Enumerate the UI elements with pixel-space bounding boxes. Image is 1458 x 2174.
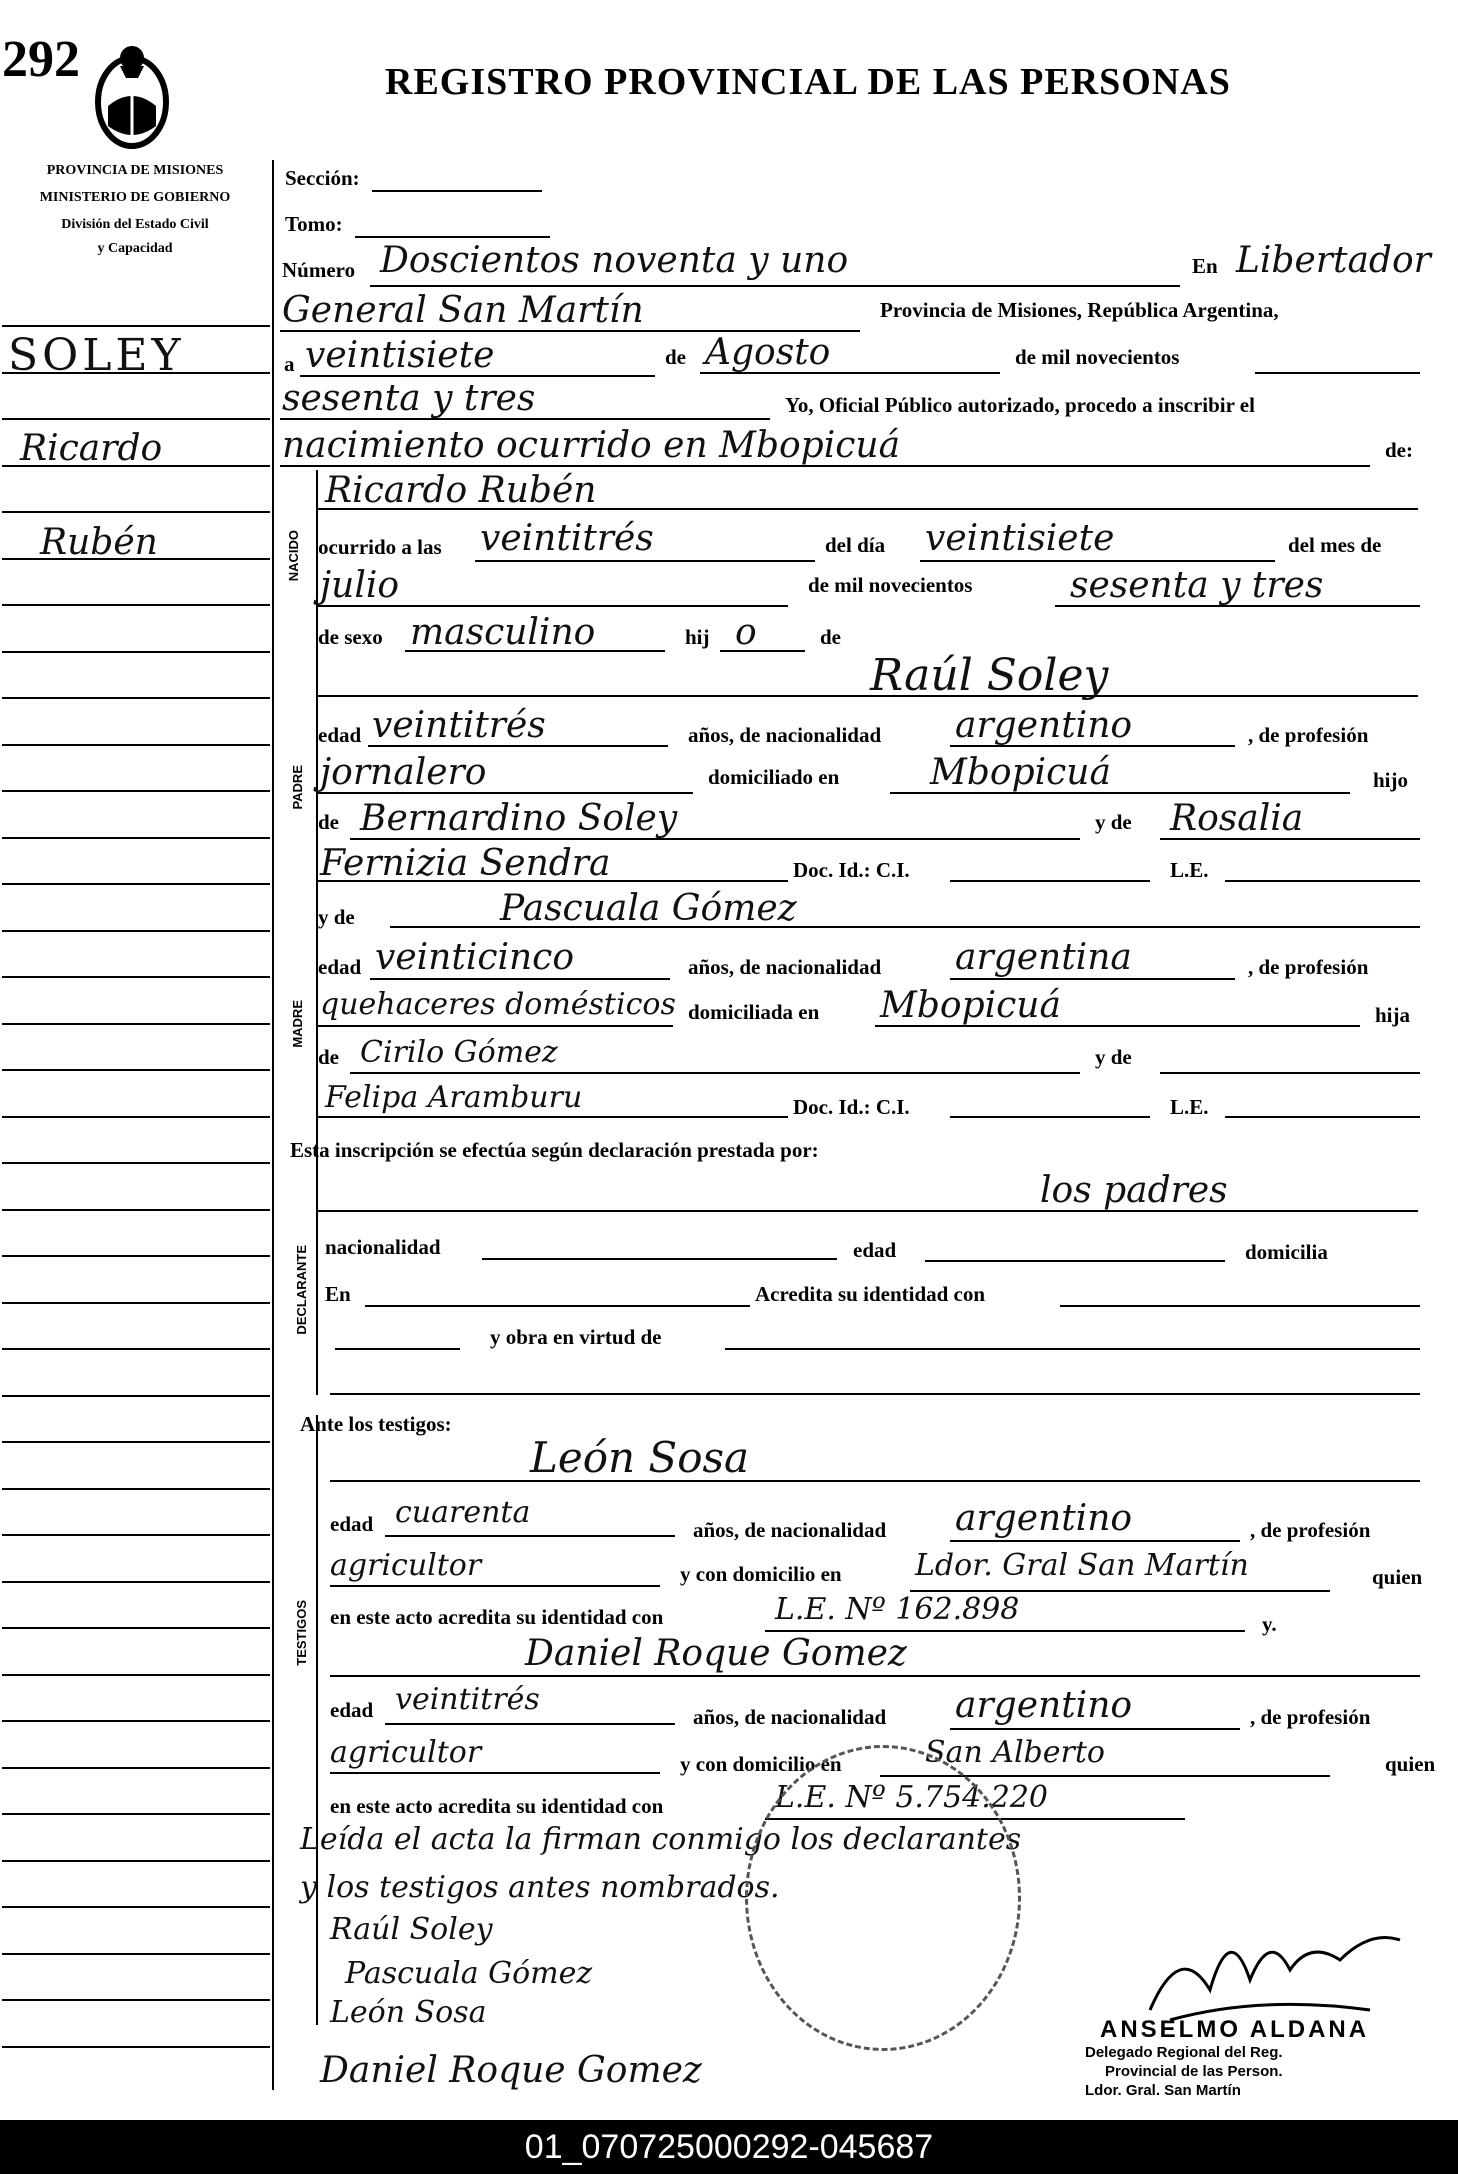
t2-edad-label: edad <box>330 1698 374 1722</box>
nombre-line <box>318 508 1418 510</box>
margin-rule <box>2 465 270 467</box>
declarante-value: los padres <box>1040 1170 1228 1211</box>
t2-edad-line <box>385 1723 675 1725</box>
t2-prof-label: , de profesión <box>1250 1705 1371 1729</box>
testigo2-line <box>330 1675 1420 1677</box>
mes-nac-value: julio <box>320 565 400 606</box>
margin-rule <box>2 744 270 746</box>
nacionalidad-label: nacionalidad <box>325 1235 441 1259</box>
margin-rule <box>2 1767 270 1769</box>
madre-prof-line <box>318 1025 673 1027</box>
seccion-label: Sección: <box>285 166 360 190</box>
virtud-pre-line <box>335 1348 460 1350</box>
margin-rule <box>2 790 270 792</box>
abuela-m-line <box>318 1116 788 1118</box>
edad2-label: edad <box>853 1238 897 1262</box>
margin-rule <box>2 325 270 327</box>
t2-nac-line <box>950 1728 1240 1730</box>
section-padre: PADRE <box>290 765 305 810</box>
section-madre: MADRE <box>290 1000 305 1048</box>
t2-dom-value: San Alberto <box>925 1735 1105 1770</box>
dia-line <box>300 375 655 377</box>
leida-line-2: y los testigos antes nombrados. <box>300 1870 780 1905</box>
madre-doc-label: Doc. Id.: C.I. <box>793 1095 910 1119</box>
section-testigos: TESTIGOS <box>294 1600 309 1666</box>
madre-nac-line <box>950 978 1235 980</box>
sexo-line <box>405 650 665 652</box>
t2-prof-value: agricultor <box>330 1735 482 1770</box>
madre-y-de-label: y de <box>318 905 355 929</box>
t1-y-label: y. <box>1262 1612 1277 1636</box>
hijo-label: hijo <box>1373 768 1409 792</box>
hora-value: veintitrés <box>480 518 654 559</box>
padre-nac-line <box>950 745 1235 747</box>
domicilia-label: domicilia <box>1245 1240 1328 1264</box>
abuela-m-line-2 <box>1160 1072 1420 1074</box>
t2-nac-label: años, de nacionalidad <box>693 1705 887 1729</box>
margin-name-1: Ricardo <box>20 428 163 469</box>
t2-edad-value: veintitrés <box>395 1682 540 1717</box>
margin-rule <box>2 1488 270 1490</box>
numero-value: Doscientos noventa y uno <box>380 240 849 281</box>
en-label: En <box>1192 254 1218 278</box>
document-id-footer: 01_070725000292-045687 <box>0 2120 1458 2174</box>
de-label-4: de <box>318 1045 339 1069</box>
en-label-2: En <box>325 1282 351 1306</box>
madre-prof-value: quehaceres domésticos <box>320 987 676 1022</box>
yo-oficial-label: Yo, Oficial Público autorizado, procedo a inscribir el <box>785 393 1255 417</box>
margin-rule <box>2 697 270 699</box>
padre-prof-value: jornalero <box>320 752 487 793</box>
edad2-line <box>925 1260 1225 1262</box>
ministry-line-4: y Capacidad <box>97 241 173 256</box>
margin-rule <box>2 372 270 374</box>
de-mil2-label: de mil novecientos <box>808 573 973 597</box>
madre-nac-value: argentina <box>955 937 1132 978</box>
testigo1-value: León Sosa <box>530 1433 750 1482</box>
leida-line-1: Leída el acta la firman conmigo los declarantes <box>300 1822 1022 1857</box>
t2-dom-label: y con domicilio en <box>680 1752 842 1776</box>
t1-prof-value: agricultor <box>330 1548 482 1583</box>
declarante-line <box>318 1210 1418 1212</box>
ocurrido-label: ocurrido a las <box>318 535 442 559</box>
acto-value: nacimiento ocurrido en Mbopicuá <box>282 425 901 466</box>
dia-nac-value: veintisiete <box>925 518 1115 559</box>
margin-rule <box>2 1116 270 1118</box>
acredita-label: Acredita su identidad con <box>755 1282 986 1306</box>
tomo-label: Tomo: <box>285 212 343 236</box>
madre-edad-line <box>370 978 670 980</box>
margin-rule <box>2 2046 270 2048</box>
seccion-field-line <box>372 190 542 192</box>
madre-le-label: L.E. <box>1170 1095 1209 1119</box>
hij-label: hij <box>685 625 710 649</box>
margin-rule <box>2 1209 270 1211</box>
abuela-m-value: Felipa Aramburu <box>325 1080 583 1115</box>
hij-line <box>720 650 805 652</box>
madre-dom-value: Mbopicuá <box>880 985 1061 1026</box>
testigo1-line <box>330 1480 1420 1482</box>
madre-value: Pascuala Gómez <box>500 888 797 929</box>
numero-label: Número <box>282 258 356 282</box>
ante-testigos-label: Ante los testigos: <box>300 1412 452 1436</box>
sexo-value: masculino <box>410 612 596 653</box>
margin-rule <box>2 1906 270 1908</box>
t1-dom-value: Ldor. Gral San Martín <box>915 1548 1249 1583</box>
de-label-3: de <box>318 810 339 834</box>
margin-rule <box>2 1627 270 1629</box>
inner-section-divider-2 <box>316 1415 318 2025</box>
margin-rule <box>2 511 270 513</box>
margin-rule <box>2 418 270 420</box>
a-label: a <box>284 352 295 376</box>
mes-value: Agosto <box>705 332 831 373</box>
anio-value: sesenta y tres <box>282 378 536 419</box>
t2-nac-value: argentino <box>955 1685 1133 1726</box>
padre-dom-line <box>890 792 1350 794</box>
ministry-line-2: MINISTERIO DE GOBIERNO <box>39 190 231 205</box>
y-de-label: y de <box>1095 810 1132 834</box>
dia-value: veintisiete <box>305 335 495 376</box>
t2-quien-label: quien <box>1385 1752 1436 1776</box>
padre-doc-label: Doc. Id.: C.I. <box>793 858 910 882</box>
t2-acredita-label: en este acto acredita su identidad con <box>330 1794 664 1818</box>
hija-label: hija <box>1375 1003 1411 1027</box>
nombre-value: Ricardo Rubén <box>325 470 597 511</box>
margin-divider <box>272 160 274 2090</box>
acto-line <box>280 465 1370 467</box>
anio-nac-value: sesenta y tres <box>1070 565 1324 606</box>
padre-prof-label: , de profesión <box>1248 723 1369 747</box>
margin-rule <box>2 930 270 932</box>
madre-nac-label: años, de nacionalidad <box>688 955 882 979</box>
margin-rule <box>2 651 270 653</box>
signature-4: Daniel Roque Gomez <box>320 2050 702 2091</box>
declarante-end-line <box>330 1393 1420 1395</box>
padre-dom-value: Mbopicuá <box>930 752 1111 793</box>
madre-edad-label: edad <box>318 955 362 979</box>
del-mes-label: del mes de <box>1288 533 1382 557</box>
margin-rule <box>2 1162 270 1164</box>
official-signature-icon <box>1140 1900 1420 2030</box>
official-title-2: Provincial de las Person. <box>1105 2063 1283 2080</box>
anio-nac-line <box>1055 605 1420 607</box>
esta-inscripcion-label: Esta inscripción se efectúa según declaración prestada por: <box>290 1138 819 1162</box>
margin-rule <box>2 1581 270 1583</box>
margin-surname: SOLEY <box>8 330 185 381</box>
hij-value: o <box>735 612 757 653</box>
tomo-field-line <box>355 236 550 238</box>
del-dia-label: del día <box>825 533 886 557</box>
madre-line <box>390 926 1420 928</box>
t1-nac-value: argentino <box>955 1498 1133 1539</box>
margin-rule <box>2 1953 270 1955</box>
nacionalidad-line <box>482 1258 837 1260</box>
inner-section-divider <box>316 470 318 1395</box>
margin-rule <box>2 883 270 885</box>
signature-3: León Sosa <box>330 1995 487 2030</box>
hora-line <box>475 560 815 562</box>
t1-edad-value: cuarenta <box>395 1495 531 1530</box>
t1-quien-label: quien <box>1372 1565 1423 1589</box>
anio-line <box>280 418 770 420</box>
madre-edad-value: veinticinco <box>375 937 575 978</box>
t2-prof-line <box>330 1772 660 1774</box>
margin-rule <box>2 1395 270 1397</box>
t1-edad-label: edad <box>330 1512 374 1536</box>
margin-rule <box>2 1069 270 1071</box>
margin-rule <box>2 1023 270 1025</box>
abuela-p1-line <box>1160 838 1420 840</box>
padre-edad-label: edad <box>318 723 362 747</box>
signature-1: Raúl Soley <box>330 1912 493 1947</box>
margin-rule <box>2 837 270 839</box>
page-title: REGISTRO PROVINCIAL DE LAS PERSONAS <box>385 61 1231 103</box>
t1-edad-line <box>385 1535 675 1537</box>
de-mil-label: de mil novecientos <box>1015 345 1180 369</box>
margin-rule <box>2 1441 270 1443</box>
signature-2: Pascuala Gómez <box>345 1956 593 1991</box>
margin-rule <box>2 558 270 560</box>
margin-name-2: Rubén <box>40 522 158 563</box>
section-nacido: NACIDO <box>286 530 301 582</box>
mes-line <box>700 372 1000 374</box>
madre-prof-label: , de profesión <box>1248 955 1369 979</box>
t1-doc-line <box>765 1630 1245 1632</box>
official-title-3: Ldor. Gral. San Martín <box>1085 2082 1241 2099</box>
de-mil-line <box>1255 372 1420 374</box>
padre-le-line <box>1225 880 1420 882</box>
padre-line <box>318 695 1418 697</box>
y-obra-label: y obra en virtud de <box>490 1325 662 1349</box>
padre-edad-line <box>368 745 668 747</box>
margin-rule <box>2 1813 270 1815</box>
padre-value: Raúl Soley <box>870 650 1109 701</box>
t1-dom-label: y con domicilio en <box>680 1562 842 1586</box>
margin-rule <box>2 1534 270 1536</box>
domiciliada-label: domiciliada en <box>688 1000 820 1024</box>
sexo-label: de sexo <box>318 625 383 649</box>
provincia-label: Provincia de Misiones, República Argentina, <box>880 298 1279 322</box>
t1-prof-line <box>330 1585 660 1587</box>
domiciliado-label: domiciliado en <box>708 765 840 789</box>
de-label: de <box>665 345 686 369</box>
madre-doc-line <box>950 1116 1150 1118</box>
acredita-line <box>1060 1305 1420 1307</box>
margin-rule <box>2 604 270 606</box>
mes-nac-line <box>318 605 788 607</box>
padre-doc-line <box>950 880 1150 882</box>
section-declarante: DECLARANTE <box>294 1245 309 1335</box>
madre-le-line <box>1225 1116 1420 1118</box>
margin-rule <box>2 1720 270 1722</box>
t1-nac-label: años, de nacionalidad <box>693 1518 887 1542</box>
official-title-1: Delegado Regional del Reg. <box>1085 2044 1283 2061</box>
t1-acredita-label: en este acto acredita su identidad con <box>330 1605 664 1629</box>
abuela-p2-line <box>318 880 788 882</box>
de-colon-label: de: <box>1385 438 1413 462</box>
de-label-2: de <box>820 625 841 649</box>
t1-prof-label: , de profesión <box>1250 1518 1371 1542</box>
virtud-line <box>725 1348 1420 1350</box>
margin-rule <box>2 1860 270 1862</box>
abuelo-m-value: Cirilo Gómez <box>360 1035 558 1070</box>
margin-rule <box>2 1674 270 1676</box>
abuelo-m-line <box>350 1072 1080 1074</box>
abuela-p2-value: Fernizia Sendra <box>320 843 611 884</box>
abuela-p1-value: Rosalia <box>1170 798 1304 839</box>
t1-doc-value: L.E. Nº 162.898 <box>775 1592 1020 1627</box>
padre-le-label: L.E. <box>1170 858 1209 882</box>
ministry-line-3: División del Estado Civil <box>61 217 209 232</box>
t1-nac-line <box>950 1540 1240 1542</box>
en-line <box>365 1305 750 1307</box>
official-name: ANSELMO ALDANA <box>1100 2016 1370 2043</box>
coat-of-arms-icon <box>92 36 172 154</box>
y-de-label-2: y de <box>1095 1045 1132 1069</box>
padre-edad-value: veintitrés <box>372 705 546 746</box>
margin-rule <box>2 1255 270 1257</box>
numero-line <box>370 285 1180 287</box>
lugar-value: General San Martín <box>282 290 644 331</box>
document-number: 292 <box>2 31 80 88</box>
ministry-line-1: PROVINCIA DE MISIONES <box>46 163 224 178</box>
registry-stamp <box>745 1745 1021 2051</box>
dia-nac-line <box>920 560 1275 562</box>
margin-rule <box>2 1999 270 2001</box>
margin-rule <box>2 1348 270 1350</box>
padre-nac-label: años, de nacionalidad <box>688 723 882 747</box>
padre-prof-line <box>318 792 693 794</box>
testigo2-value: Daniel Roque Gomez <box>525 1633 907 1674</box>
padre-nac-value: argentino <box>955 705 1133 746</box>
margin-rule <box>2 1302 270 1304</box>
t2-doc-value: L.E. Nº 5.754.220 <box>775 1780 1049 1815</box>
abuelo-p-value: Bernardino Soley <box>360 798 678 839</box>
margin-rule <box>2 976 270 978</box>
abuelo-p-line <box>350 838 1080 840</box>
madre-dom-line <box>875 1025 1360 1027</box>
en-value: Libertador <box>1236 240 1431 281</box>
